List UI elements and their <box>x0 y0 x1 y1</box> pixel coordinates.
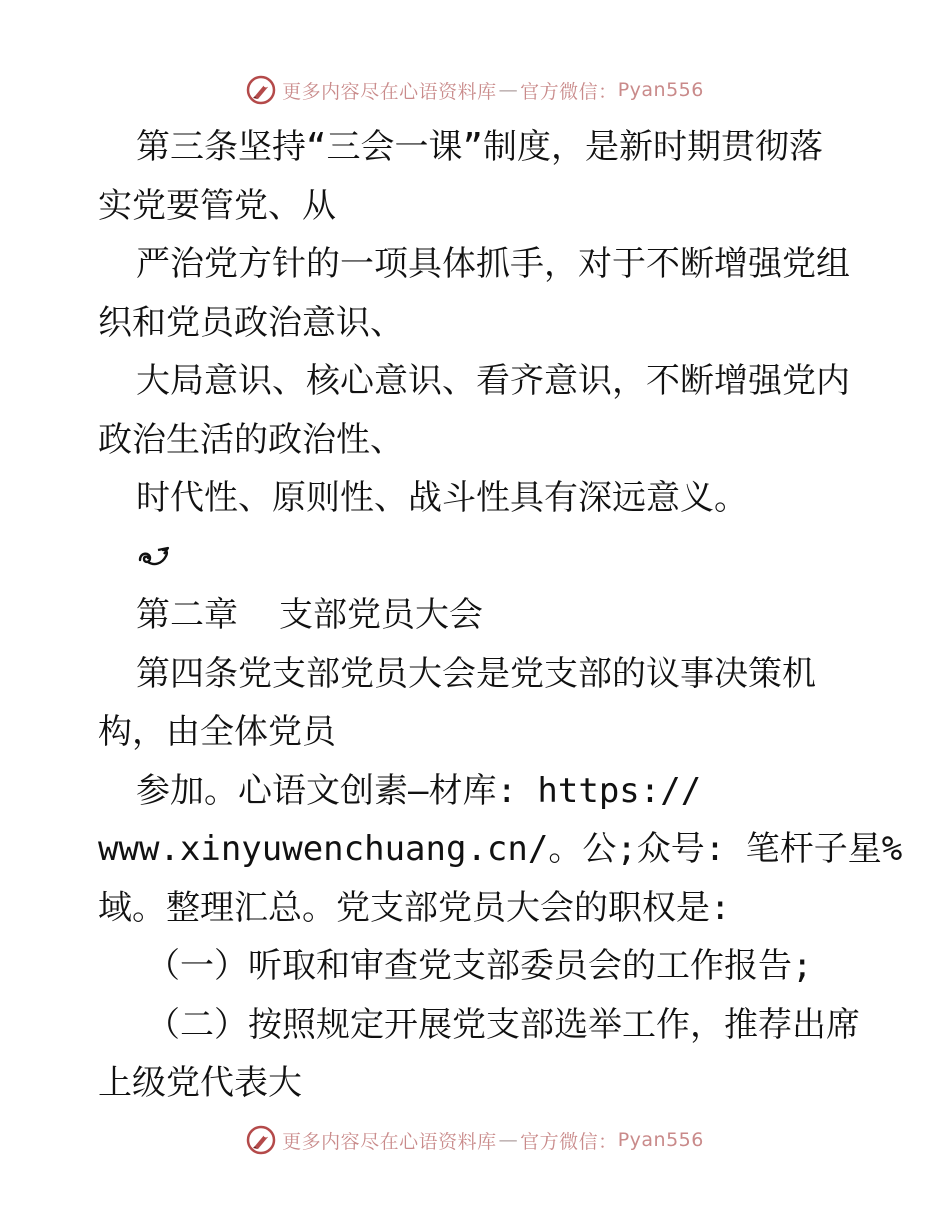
paragraph-line: 织和党员政治意识、 <box>98 302 404 343</box>
watermark-separator: — <box>498 1129 519 1151</box>
paragraph-line: 时代性、原则性、战斗性具有深远意义。 <box>136 478 748 518</box>
watermark-wechat-id: Pyan556 <box>617 79 704 101</box>
paragraph-line: 参加。心语文创素—材库: https:// <box>136 770 702 811</box>
paragraph-line: 上级党代表大 <box>98 1063 302 1103</box>
list-item: （二）按照规定开展党支部选举工作，推荐出席 <box>146 1004 860 1045</box>
pen-logo-icon <box>246 75 276 105</box>
chapter-heading: 第二章 支部党员大会 <box>136 595 483 635</box>
document-body <box>98 118 903 1113</box>
header-watermark <box>0 70 950 110</box>
paragraph-line: 构，由全体党员 <box>98 712 336 752</box>
paragraph-line: 大局意识、核心意识、看齐意识，不断增强党内 <box>136 361 850 401</box>
footer-watermark <box>0 1120 950 1160</box>
paragraph-line: 域。整理汇总。党支部党员大会的职权是: <box>98 887 731 928</box>
paragraph-line: 实党要管党、从 <box>98 185 336 226</box>
watermark-text: 更多内容尽在心语资料库 <box>282 1130 497 1153</box>
paragraph-line: 严治党方针的一项具体抓手，对于不断增强党组 <box>136 244 850 284</box>
swirl-ornament-icon <box>136 544 172 570</box>
list-item: （一）听取和审查党支部委员会的工作报告; <box>146 946 813 986</box>
watermark-official: 官方微信： <box>520 1130 618 1153</box>
paragraph-line: 第三条坚持“三会一课”制度，是新时期贯彻落 <box>136 127 823 167</box>
paragraph-line: 政治生活的政治性、 <box>98 419 404 460</box>
watermark-text: 更多内容尽在心语资料库 <box>282 80 497 103</box>
watermark-separator: — <box>498 79 519 101</box>
paragraph-line: 第四条党支部党员大会是党支部的议事决策机 <box>136 653 816 694</box>
watermark-wechat-id: Pyan556 <box>617 1129 704 1151</box>
watermark-official: 官方微信： <box>520 80 618 103</box>
paragraph-line: www.xinyuwenchuang.cn/。公;众号: 笔杆子星% <box>98 829 903 869</box>
pen-logo-icon <box>246 1125 276 1155</box>
section-ornament <box>98 528 858 587</box>
